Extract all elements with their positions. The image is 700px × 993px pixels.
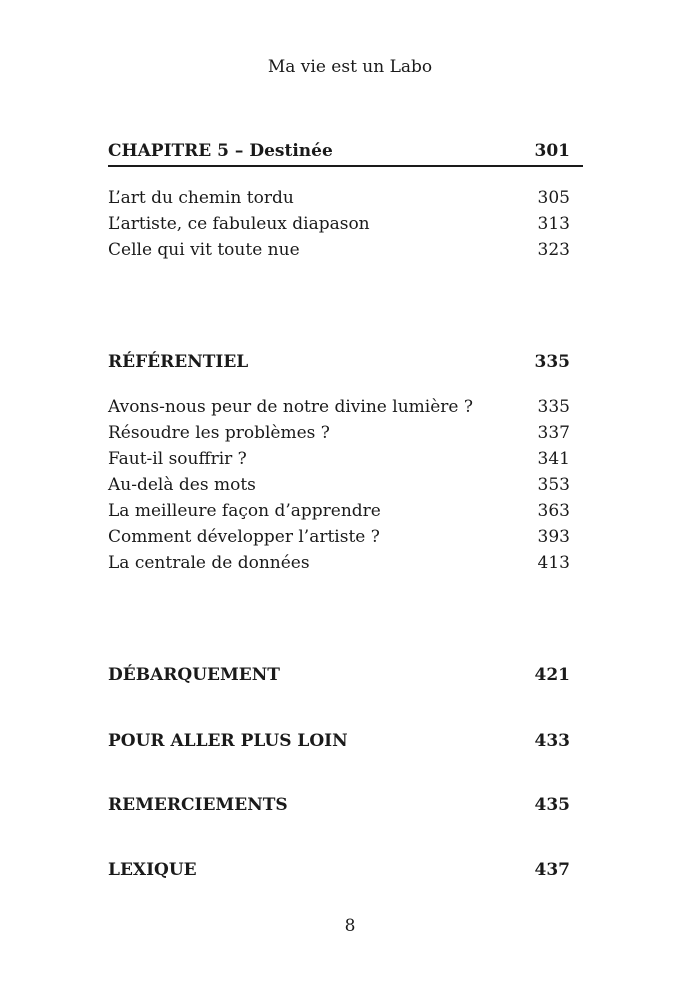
toc-section-referentiel <box>108 351 570 373</box>
toc-section-debarquement <box>108 664 570 686</box>
toc-entry-page: 335 <box>537 397 570 417</box>
toc-entry-page: 363 <box>537 501 570 521</box>
toc-entry-page: 413 <box>537 553 570 573</box>
toc-entry-title: La meilleure façon d’apprendre <box>108 501 381 521</box>
section-title: LEXIQUE <box>108 860 197 880</box>
toc-entry-page: 393 <box>537 527 570 547</box>
toc-entry <box>108 213 570 235</box>
toc-entry-title: L’art du chemin tordu <box>108 188 294 208</box>
toc-entry <box>108 396 570 418</box>
section-page: 435 <box>534 795 570 815</box>
toc-entry-title: Comment développer l’artiste ? <box>108 527 380 547</box>
section-page: 335 <box>534 352 570 372</box>
toc-entry-title: L’artiste, ce fabuleux diapason <box>108 214 370 234</box>
toc-entry-title: La centrale de données <box>108 553 310 573</box>
toc-entry <box>108 500 570 522</box>
toc-entry-page: 305 <box>537 188 570 208</box>
page-number: 8 <box>344 916 356 936</box>
chapter-page: 301 <box>534 141 570 161</box>
toc-entry-title: Celle qui vit toute nue <box>108 240 300 260</box>
chapter-title: CHAPITRE 5 – Destinée <box>108 141 333 161</box>
section-page: 433 <box>534 731 570 751</box>
toc-entry <box>108 239 570 261</box>
toc-entry-page: 353 <box>537 475 570 495</box>
toc-section-lexique <box>108 859 570 881</box>
toc-entry-title: Au-delà des mots <box>108 475 256 495</box>
section-title: REMERCIEMENTS <box>108 795 288 815</box>
toc-section-remerciements <box>108 794 570 816</box>
toc-entry-page: 313 <box>537 214 570 234</box>
section-title: DÉBARQUEMENT <box>108 665 280 685</box>
toc-entry-title: Résoudre les problèmes ? <box>108 423 330 443</box>
section-page: 437 <box>534 860 570 880</box>
toc-entry <box>108 552 570 574</box>
chapter-divider <box>108 165 583 167</box>
toc-entry-page: 341 <box>537 449 570 469</box>
toc-entry <box>108 422 570 444</box>
toc-chapter-5 <box>108 140 570 162</box>
toc-entry-page: 323 <box>537 240 570 260</box>
section-title: POUR ALLER PLUS LOIN <box>108 731 348 751</box>
toc-entry-page: 337 <box>537 423 570 443</box>
toc-entry <box>108 187 570 209</box>
running-header: Ma vie est un Labo <box>267 57 433 77</box>
section-title: RÉFÉRENTIEL <box>108 352 249 372</box>
toc-entry <box>108 526 570 548</box>
toc-entry-title: Faut-il souffrir ? <box>108 449 247 469</box>
toc-entry <box>108 448 570 470</box>
toc-entry <box>108 474 570 496</box>
toc-section-pour-aller-plus-loin <box>108 730 570 752</box>
section-page: 421 <box>534 665 570 685</box>
toc-entry-title: Avons-nous peur de notre divine lumière ? <box>108 397 473 417</box>
